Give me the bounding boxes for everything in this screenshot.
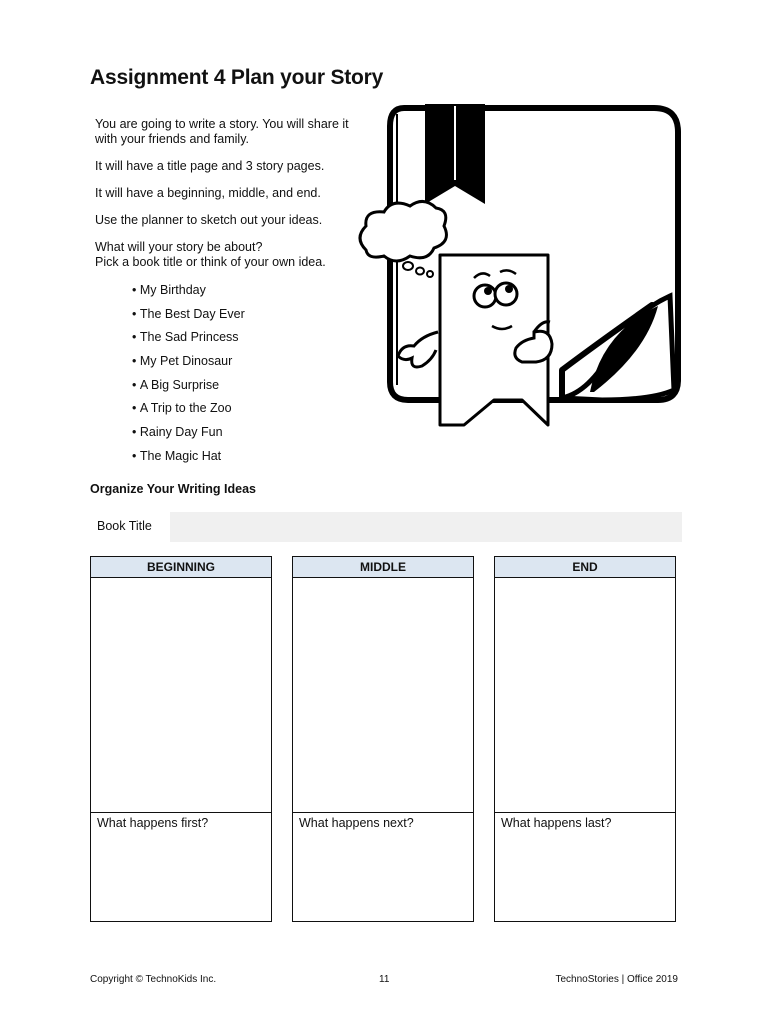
intro-paragraph: It will have a title page and 3 story pages. bbox=[95, 159, 325, 173]
story-idea-item: • My Pet Dinosaur bbox=[132, 354, 245, 378]
footer-product: TechnoStories | Office 2019 bbox=[555, 974, 678, 985]
intro-paragraph: It will have a beginning, middle, and end. bbox=[95, 186, 321, 200]
page-title: Assignment 4 Plan your Story bbox=[90, 66, 384, 89]
story-idea-list bbox=[132, 283, 245, 473]
thought-bubble bbox=[416, 268, 424, 275]
story-idea-item: • A Big Surprise bbox=[132, 378, 245, 402]
story-idea-item: • The Magic Hat bbox=[132, 449, 245, 473]
column-heading: END bbox=[495, 557, 675, 578]
thinking-bookmark-character-illustration bbox=[352, 100, 682, 440]
story-idea-item: • The Sad Princess bbox=[132, 330, 245, 354]
beginning-column bbox=[90, 556, 272, 922]
left-eye bbox=[474, 285, 496, 307]
intro-paragraph: What will your story be about? Pick a book title or think of your own idea. bbox=[95, 240, 326, 269]
story-idea-item: • The Best Day Ever bbox=[132, 307, 245, 331]
book-title-field[interactable] bbox=[170, 512, 682, 542]
end-column bbox=[494, 556, 676, 922]
column-heading: BEGINNING bbox=[91, 557, 271, 578]
right-eye bbox=[495, 283, 517, 305]
thought-cloud bbox=[360, 201, 446, 261]
thought-bubble bbox=[403, 262, 413, 270]
story-idea-item: • A Trip to the Zoo bbox=[132, 401, 245, 425]
intro-paragraph: You are going to write a story. You will share it with your friends and family. bbox=[95, 117, 349, 146]
organizer-heading: Organize Your Writing Ideas bbox=[90, 482, 257, 496]
writing-prompt[interactable]: What happens last? bbox=[501, 816, 612, 830]
sketch-area[interactable] bbox=[495, 578, 675, 813]
story-idea-item: • Rainy Day Fun bbox=[132, 425, 245, 449]
book-title-label: Book Title bbox=[97, 519, 152, 533]
intro-text bbox=[95, 117, 370, 282]
footer-copyright: Copyright © TechnoKids Inc. bbox=[90, 974, 217, 985]
middle-column bbox=[292, 556, 474, 922]
right-pupil bbox=[505, 285, 513, 293]
writing-prompt[interactable]: What happens first? bbox=[97, 816, 209, 830]
thought-bubble bbox=[427, 271, 433, 277]
sketch-area[interactable] bbox=[293, 578, 473, 813]
left-pupil bbox=[484, 287, 492, 295]
story-idea-item: • My Birthday bbox=[132, 283, 245, 307]
sketch-area[interactable] bbox=[91, 578, 271, 813]
intro-paragraph: Use the planner to sketch out your ideas. bbox=[95, 213, 323, 227]
column-heading: MIDDLE bbox=[293, 557, 473, 578]
writing-prompt[interactable]: What happens next? bbox=[299, 816, 414, 830]
footer-page-number: 11 bbox=[379, 974, 390, 985]
